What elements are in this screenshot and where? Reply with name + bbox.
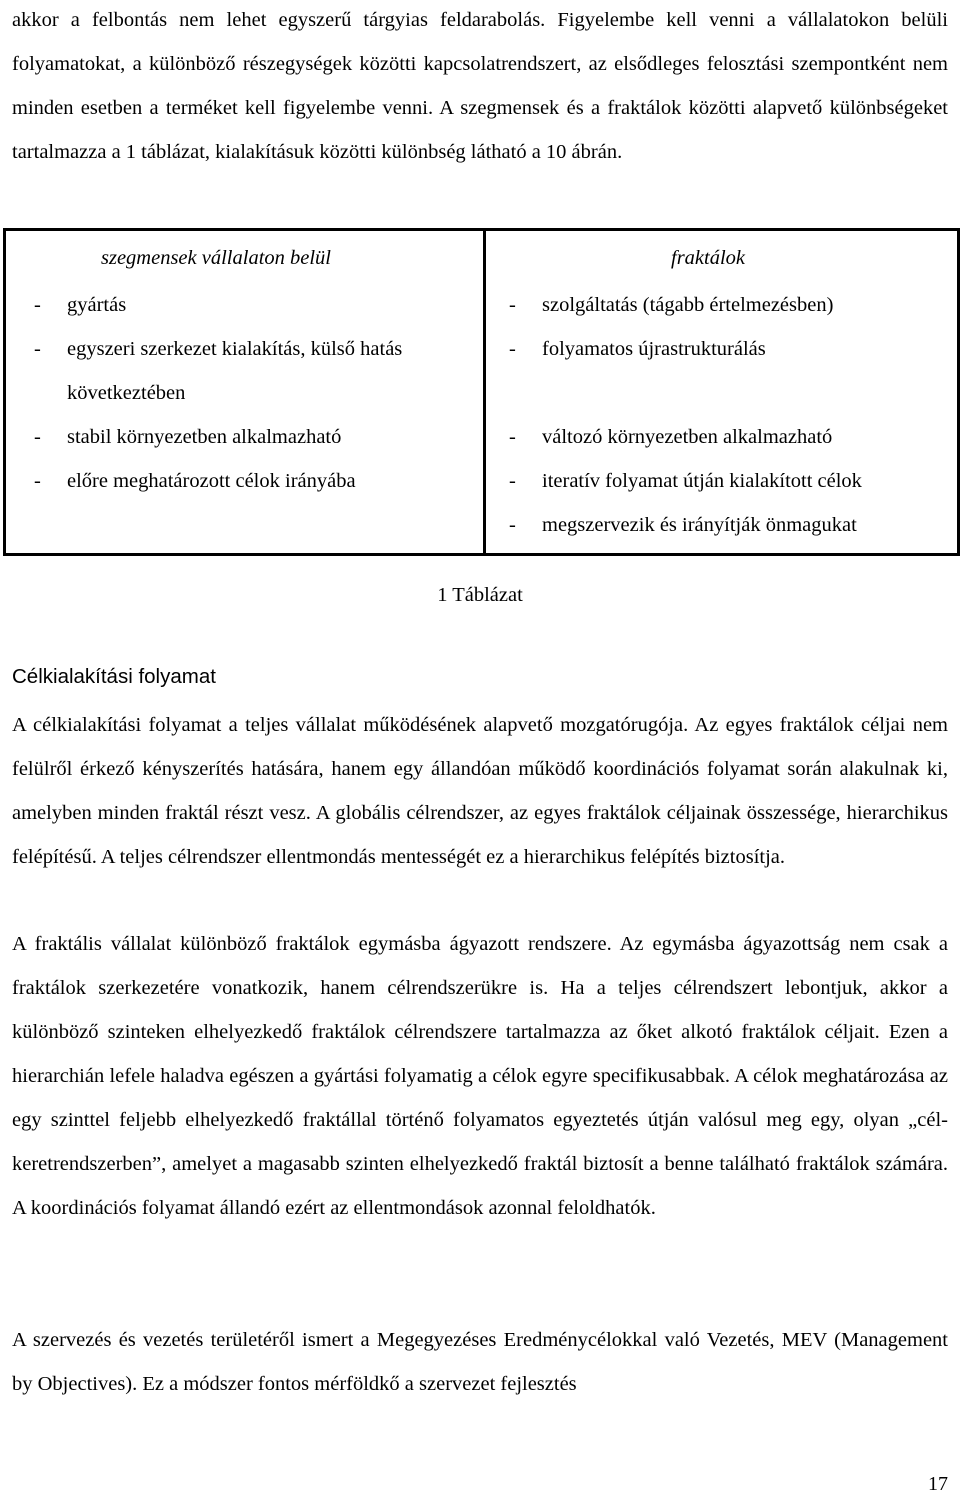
bullet-dash: - <box>509 470 516 492</box>
section-heading: Célkialakítási folyamat <box>12 665 216 688</box>
table-right-item: - szolgáltatás (tágabb értelmezésben) <box>509 283 833 327</box>
table-left-item: - stabil környezetben alkalmazható <box>34 415 341 459</box>
bullet-dash: - <box>509 294 516 316</box>
table-right-item: - megszervezik és irányítják önmagukat <box>509 503 857 547</box>
table-left-item: - előre meghatározott célok irányába <box>34 459 356 503</box>
body-paragraph: A célkialakítási folyamat a teljes vállalat működésének alapvető mozgatórugója. Az egyes fraktálok céljai nem felülről érkező kényszerítés hatására, hanem egy állandóan működő koordinációs folyamat során alakulnak ki, amelyben minden fraktál részt vesz. A globális célrendszer, az egyes fraktálok céljainak összessége, hierarchikus felépítésű. A teljes célrendszer ellentmondás mentességét ez a hierarchikus felépítés biztosítja. <box>12 714 948 868</box>
bullet-dash: - <box>34 338 41 360</box>
bullet-dash: - <box>34 470 41 492</box>
body-paragraph: A fraktális vállalat különböző fraktálok egymásba ágyazott rendszere. Az egymásba ágyazottság nem csak a fraktálok szerkezetére vonatkozik, hanem célrendszerükre is. Ha a teljes célrendszert lebontjuk, akkor a különböző szinteken elhelyezkedő fraktálok célrendszere tartalmazza az őket alkotó fraktálok céljait. Ezen a hierarchián lefele haladva egészen a gyártási folyamatig a célok egyre specifikusabbak. A célok meghatározása az egy szinttel feljebb elhelyezkedő fraktállal történő folyamatos egyeztetés útján valósul meg egy, olyan „cél-keretrendszerben”, amelyet a magasabb szinten elhelyezkedő fraktál biztosít a benne található fraktálok számára. A koordinációs folyamat állandó ezért az ellentmondások azonnal feloldhatók. <box>12 933 948 1219</box>
bullet-dash: - <box>509 338 516 360</box>
page-number: 17 <box>928 1473 948 1495</box>
bullet-dash: - <box>34 294 41 316</box>
table-header-fractals: fraktálok <box>671 247 746 269</box>
table-column-divider <box>483 231 486 553</box>
body-paragraph: A szervezés és vezetés területéről ismert a Megegyezéses Eredménycélokkal való Vezetés, MEV (Management by Objectives). Ez a módszer fontos mérföldkő a szervezet fejlesztés <box>12 1329 948 1395</box>
bullet-dash: - <box>509 514 516 536</box>
table-right-item: - változó környezetben alkalmazható <box>509 415 832 459</box>
intro-paragraph: akkor a felbontás nem lehet egyszerű tárgyias feldarabolás. Figyelembe kell venni a vállalatokon belüli folyamatokat, a különböző részegységek közötti kapcsolatrendszert, az elsődleges felosztási szempontként nem minden esetben a terméket kell figyelembe venni. A szegmensek és a fraktálok közötti alapvető különbségeket tartalmazza a 1 táblázat, kialakításuk közötti különbség látható a 10 ábrán. <box>12 9 948 163</box>
table-left-item: - gyártás <box>34 283 126 327</box>
table-right-item: - folyamatos újrastrukturálás <box>509 327 766 371</box>
comparison-table <box>3 228 960 556</box>
table-header-segments: szegmensek vállalaton belül <box>101 247 332 269</box>
table-right-item: - iteratív folyamat útján kialakított célok <box>509 459 862 503</box>
table-caption: 1 Táblázat <box>437 584 523 606</box>
table-left-item-continuation: következtében <box>67 382 186 404</box>
bullet-dash: - <box>34 426 41 448</box>
table-left-item: - egyszeri szerkezet kialakítás, külső hatás <box>34 327 402 371</box>
bullet-dash: - <box>509 426 516 448</box>
